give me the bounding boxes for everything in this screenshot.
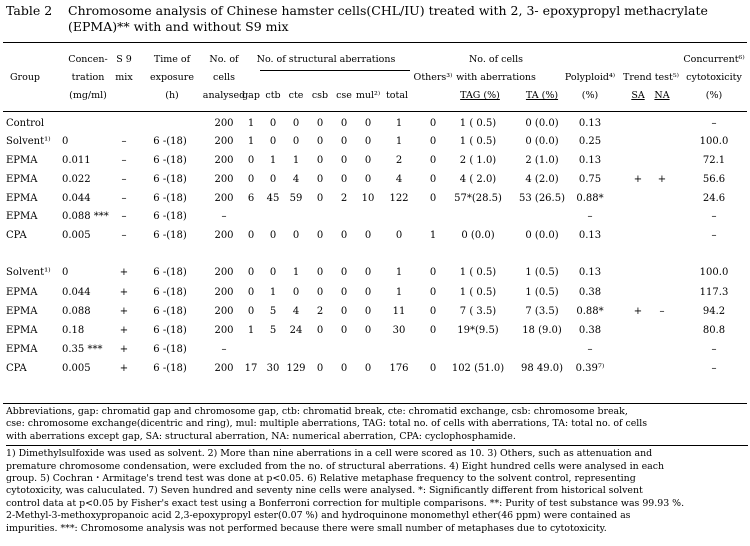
header-trend: Trend test⁵⁾ bbox=[623, 72, 679, 83]
cell-tag: 1 ( 0.5) bbox=[459, 136, 497, 147]
cell-s9: + bbox=[119, 325, 129, 336]
cell-cte: 0 bbox=[292, 287, 300, 298]
cell-cells: 200 bbox=[214, 363, 234, 374]
cell-time: 6 -(18) bbox=[153, 211, 187, 222]
cell-cells: 200 bbox=[214, 193, 234, 204]
header-tag: TAG (%) bbox=[460, 90, 500, 101]
cell-csb: 0 bbox=[316, 363, 324, 374]
cell-time: 6 -(18) bbox=[153, 174, 187, 185]
cell-conc: 0 bbox=[62, 267, 69, 278]
cell-mul: 0 bbox=[364, 174, 372, 185]
cell-csb: 2 bbox=[316, 306, 324, 317]
header-mul: mul²⁾ bbox=[355, 90, 381, 101]
cell-cte: 24 bbox=[289, 325, 303, 336]
cell-cte: 4 bbox=[292, 174, 300, 185]
cell-csb: 0 bbox=[316, 230, 324, 241]
cell-tag: 1 ( 0.5) bbox=[459, 118, 497, 129]
cell-mul: 0 bbox=[364, 287, 372, 298]
cell-s9: – bbox=[121, 174, 127, 185]
cell-cells: 200 bbox=[214, 155, 234, 166]
cell-total: 1 bbox=[395, 118, 403, 129]
cell-group: Solvent¹⁾ bbox=[6, 267, 51, 278]
header-polyploid-1: Polyploid⁴⁾ bbox=[564, 72, 616, 83]
cell-others: 0 bbox=[429, 155, 437, 166]
cell-gap: 17 bbox=[244, 363, 258, 374]
cell-time: 6 -(18) bbox=[153, 267, 187, 278]
cell-total: 1 bbox=[395, 287, 403, 298]
header-polyploid-2: (%) bbox=[581, 90, 599, 101]
cell-poly: 0.38 bbox=[578, 325, 602, 336]
cell-mul: 0 bbox=[364, 118, 372, 129]
cell-gap: 1 bbox=[247, 118, 255, 129]
cell-cte: 1 bbox=[292, 267, 300, 278]
cell-ta: 1 (0.5) bbox=[525, 267, 559, 278]
cell-ta: 1 (0.5) bbox=[525, 287, 559, 298]
cell-mul: 0 bbox=[364, 267, 372, 278]
footnote-line: premature chromosome condensation, were excluded from the no. of structural aberrations. 4) Eight hundred cells were analysed in each bbox=[6, 460, 665, 472]
cell-ta: 98 49.0) bbox=[520, 363, 564, 374]
cell-gap: 0 bbox=[247, 155, 255, 166]
header-conc-1: Concen- bbox=[68, 54, 108, 65]
cell-gap: 1 bbox=[247, 325, 255, 336]
header-cells-3: analysed bbox=[202, 90, 246, 101]
cell-cse: 0 bbox=[340, 325, 348, 336]
cell-group: EPMA bbox=[6, 325, 38, 336]
cell-cte: 59 bbox=[289, 193, 303, 204]
cell-time: 6 -(18) bbox=[153, 363, 187, 374]
cell-conc: 0.011 bbox=[62, 155, 91, 166]
footnote-line: Abbreviations, gap: chromatid gap and chromosome gap, ctb: chromatid break, cte: chromatid exchange, csb: chromosome break, bbox=[6, 406, 628, 417]
cell-s9: + bbox=[119, 363, 129, 374]
cell-total: 30 bbox=[392, 325, 406, 336]
cell-group: EPMA bbox=[6, 193, 38, 204]
cell-ctb: 1 bbox=[269, 155, 277, 166]
cell-others: 0 bbox=[429, 118, 437, 129]
cell-time: 6 -(18) bbox=[153, 325, 187, 336]
cell-ctb: 45 bbox=[266, 193, 280, 204]
cell-others: 0 bbox=[429, 193, 437, 204]
cell-total: 1 bbox=[395, 267, 403, 278]
cell-cells: 200 bbox=[214, 136, 234, 147]
cell-group: EPMA bbox=[6, 174, 38, 185]
cell-csb: 0 bbox=[316, 193, 324, 204]
cell-others: 0 bbox=[429, 174, 437, 185]
cell-poly: 0.38 bbox=[578, 287, 602, 298]
cell-cse: 0 bbox=[340, 174, 348, 185]
cell-s9: – bbox=[121, 230, 127, 241]
header-conc-3: (mg/ml) bbox=[69, 90, 107, 101]
cell-group: CPA bbox=[6, 363, 27, 374]
header-time-1: Time of bbox=[153, 54, 191, 65]
bottom-rule bbox=[3, 403, 747, 404]
cell-sa: + bbox=[633, 174, 643, 185]
cell-ctb: 0 bbox=[269, 136, 277, 147]
cell-total: 0 bbox=[395, 230, 403, 241]
cell-tag: 0 (0.0) bbox=[461, 230, 495, 241]
header-structural: No. of structural aberrations bbox=[256, 54, 396, 65]
cell-group: CPA bbox=[6, 230, 27, 241]
cell-others: 0 bbox=[429, 363, 437, 374]
cell-cells: 200 bbox=[214, 306, 234, 317]
cell-cells: 200 bbox=[214, 118, 234, 129]
cell-csb: 0 bbox=[316, 267, 324, 278]
cell-others: 0 bbox=[429, 267, 437, 278]
cell-s9: + bbox=[119, 267, 129, 278]
cell-time: 6 -(18) bbox=[153, 136, 187, 147]
cell-others: 0 bbox=[429, 325, 437, 336]
cell-cyto: – bbox=[711, 230, 717, 241]
cell-csb: 0 bbox=[316, 174, 324, 185]
cell-ta: 7 (3.5) bbox=[525, 306, 559, 317]
header-cse: cse bbox=[336, 90, 352, 101]
header-time-3: (h) bbox=[165, 90, 179, 101]
cell-poly: 0.39⁷⁾ bbox=[575, 363, 605, 374]
header-gap: gap bbox=[242, 90, 260, 101]
cell-group: Solvent¹⁾ bbox=[6, 136, 51, 147]
cell-tag: 102 (51.0) bbox=[451, 363, 505, 374]
footnote-line: with aberrations except gap, SA: structural aberration, NA: numerical aberration, CPA: cyclophosphamide. bbox=[6, 430, 516, 442]
cell-tag: 4 ( 2.0) bbox=[459, 174, 497, 185]
footnote-line: group. 5) Cochran・Armitage's trend test was done at p<0.05. 6) Relative metaphase frequency to the solvent control, representing bbox=[6, 473, 636, 485]
cell-ctb: 30 bbox=[266, 363, 280, 374]
cell-ta: 0 (0.0) bbox=[525, 230, 559, 241]
footnote-line: 2-Methyl-3-methoxypropanoic acid 2,3-epoxypropyl ester(0.07 %) and hydroquinone monomethyl ether(46 ppm) were contained as bbox=[6, 510, 631, 522]
header-cyto-1: Concurrent⁶⁾ bbox=[683, 54, 745, 65]
cell-others: 0 bbox=[429, 287, 437, 298]
cell-gap: 0 bbox=[247, 306, 255, 317]
cell-cyto: – bbox=[711, 211, 717, 222]
cell-cse: 0 bbox=[340, 363, 348, 374]
cell-csb: 0 bbox=[316, 136, 324, 147]
cell-time: 6 -(18) bbox=[153, 344, 187, 355]
header-s9-1: S 9 bbox=[116, 54, 132, 65]
cell-cte: 0 bbox=[292, 230, 300, 241]
header-structural-rule bbox=[260, 70, 410, 71]
cell-cells: 200 bbox=[214, 230, 234, 241]
cell-sa: + bbox=[633, 306, 643, 317]
cell-others: 0 bbox=[429, 136, 437, 147]
cell-cse: 0 bbox=[340, 306, 348, 317]
cell-ta: 18 (9.0) bbox=[522, 325, 562, 336]
cell-tag: 7 ( 3.5) bbox=[459, 306, 497, 317]
cell-tag: 57*(28.5) bbox=[454, 193, 502, 204]
cell-cyto: 117.3 bbox=[699, 287, 729, 298]
cell-total: 122 bbox=[389, 193, 409, 204]
header-others: Others³⁾ bbox=[413, 72, 453, 83]
cell-mul: 10 bbox=[361, 193, 375, 204]
cell-s9: – bbox=[121, 155, 127, 166]
cell-gap: 0 bbox=[247, 230, 255, 241]
cell-gap: 0 bbox=[247, 174, 255, 185]
cell-cells: – bbox=[221, 211, 227, 222]
cell-mul: 0 bbox=[364, 306, 372, 317]
top-rule bbox=[3, 42, 747, 43]
cell-gap: 0 bbox=[247, 287, 255, 298]
cell-mul: 0 bbox=[364, 230, 372, 241]
cell-cte: 0 bbox=[292, 118, 300, 129]
cell-mul: 0 bbox=[364, 155, 372, 166]
cell-tag: 1 ( 0.5) bbox=[459, 267, 497, 278]
cell-poly: 0.13 bbox=[578, 267, 602, 278]
cell-time: 6 -(18) bbox=[153, 230, 187, 241]
cell-total: 176 bbox=[389, 363, 409, 374]
cell-poly: 0.25 bbox=[578, 136, 602, 147]
cell-time: 6 -(18) bbox=[153, 155, 187, 166]
cell-conc: 0.005 bbox=[62, 363, 91, 374]
cell-cte: 0 bbox=[292, 136, 300, 147]
footnote-line: cse: chromosome exchange(dicentric and ring), mul: multiple aberrations, TAG: total no. of cells with aberrations, TA: total no. of cells bbox=[6, 418, 648, 430]
cell-total: 4 bbox=[395, 174, 403, 185]
cell-total: 1 bbox=[395, 136, 403, 147]
cell-time: 6 -(18) bbox=[153, 193, 187, 204]
cell-time: 6 -(18) bbox=[153, 306, 187, 317]
cell-cyto: 100.0 bbox=[699, 136, 729, 147]
cell-ta: 0 (0.0) bbox=[525, 118, 559, 129]
footnotes bbox=[6, 406, 748, 535]
header-s9-2: mix bbox=[115, 72, 133, 83]
cell-conc: 0.005 bbox=[62, 230, 91, 241]
cell-conc: 0.088 bbox=[62, 306, 91, 317]
cell-group: Control bbox=[6, 118, 45, 129]
header-cyto-2: cytotoxicity bbox=[686, 72, 742, 83]
header-total: total bbox=[385, 90, 409, 101]
cell-gap: 6 bbox=[247, 193, 255, 204]
cell-cyto: – bbox=[711, 118, 717, 129]
cell-ctb: 0 bbox=[269, 267, 277, 278]
cell-conc: 0.088 *** bbox=[62, 211, 109, 222]
cell-ctb: 0 bbox=[269, 230, 277, 241]
cell-ta: 0 (0.0) bbox=[525, 136, 559, 147]
cell-group: EPMA bbox=[6, 287, 38, 298]
header-group: Group bbox=[9, 72, 41, 83]
cell-group: EPMA bbox=[6, 155, 38, 166]
footnote-line: control data at p<0.05 by Fisher's exact test using a Bonferroni correction for multiple comparisons. **: Purity of test substance was 99.93 %. bbox=[6, 497, 685, 509]
cell-conc: 0 bbox=[62, 136, 69, 147]
cell-cse: 2 bbox=[340, 193, 348, 204]
cell-s9: – bbox=[121, 211, 127, 222]
title-label: Table 2 bbox=[6, 3, 53, 18]
cell-s9: + bbox=[119, 287, 129, 298]
cell-ta: 53 (26.5) bbox=[519, 193, 565, 204]
footnote-rule bbox=[6, 445, 748, 446]
cell-cyto: 72.1 bbox=[702, 155, 726, 166]
cell-cte: 4 bbox=[292, 306, 300, 317]
header-cyto-3: (%) bbox=[705, 90, 723, 101]
cell-poly: – bbox=[587, 344, 593, 355]
header-cells-2: cells bbox=[213, 72, 235, 83]
cell-cse: 0 bbox=[340, 136, 348, 147]
cell-gap: 1 bbox=[247, 136, 255, 147]
cell-gap: 0 bbox=[247, 267, 255, 278]
cell-total: 11 bbox=[392, 306, 406, 317]
header-ta: TA (%) bbox=[525, 90, 559, 101]
cell-s9: + bbox=[119, 306, 129, 317]
header-rule bbox=[3, 111, 747, 112]
cell-others: 0 bbox=[429, 306, 437, 317]
cell-cells: 200 bbox=[214, 267, 234, 278]
cell-cse: 0 bbox=[340, 287, 348, 298]
footnote-line: cytotoxicity, was caluculated. 7) Seven hundred and seventy nine cells were analysed. *: Significantly different from historical solvent bbox=[6, 485, 643, 497]
header-conc-2: tration bbox=[71, 72, 105, 83]
cell-conc: 0.044 bbox=[62, 287, 91, 298]
cell-cse: 0 bbox=[340, 267, 348, 278]
cell-group: EPMA bbox=[6, 211, 38, 222]
cell-cyto: 80.8 bbox=[702, 325, 726, 336]
cell-ctb: 1 bbox=[269, 287, 277, 298]
cell-poly: 0.13 bbox=[578, 118, 602, 129]
cell-cyto: 94.2 bbox=[702, 306, 726, 317]
cell-cells: 200 bbox=[214, 174, 234, 185]
cell-cte: 129 bbox=[286, 363, 306, 374]
cell-cells: 200 bbox=[214, 287, 234, 298]
cell-na: + bbox=[657, 174, 667, 185]
footnote-line: 1) Dimethylsulfoxide was used as solvent. 2) More than nine aberrations in a cell were scored as 10. 3) Others, such as attenuation and bbox=[6, 448, 653, 460]
header-sa: SA bbox=[631, 90, 645, 101]
cell-ctb: 5 bbox=[269, 306, 277, 317]
header-withab-1: No. of cells bbox=[468, 54, 524, 65]
cell-cyto: 24.6 bbox=[702, 193, 726, 204]
cell-cyto: – bbox=[711, 363, 717, 374]
cell-poly: 0.75 bbox=[578, 174, 602, 185]
cell-cyto: 56.6 bbox=[702, 174, 726, 185]
cell-cyto: – bbox=[711, 344, 717, 355]
cell-tag: 1 ( 0.5) bbox=[459, 287, 497, 298]
header-ctb: ctb bbox=[265, 90, 281, 101]
cell-conc: 0.044 bbox=[62, 193, 91, 204]
footnote-line: impurities. ***: Chromosome analysis was not performed because there were small number of metaphases due to cytotoxicity. bbox=[6, 522, 607, 534]
cell-tag: 2 ( 1.0) bbox=[459, 155, 497, 166]
cell-cells: 200 bbox=[214, 325, 234, 336]
cell-ta: 4 (2.0) bbox=[525, 174, 559, 185]
cell-poly: 0.88* bbox=[576, 306, 604, 317]
cell-group: EPMA bbox=[6, 306, 38, 317]
cell-s9: – bbox=[121, 193, 127, 204]
header-na: NA bbox=[654, 90, 670, 101]
header-cte: cte bbox=[288, 90, 304, 101]
cell-csb: 0 bbox=[316, 325, 324, 336]
cell-tag: 19*(9.5) bbox=[457, 325, 499, 336]
cell-time: 6 -(18) bbox=[153, 287, 187, 298]
cell-poly: 0.13 bbox=[578, 155, 602, 166]
cell-conc: 0.022 bbox=[62, 174, 91, 185]
cell-cyto: 100.0 bbox=[699, 267, 729, 278]
cell-ctb: 0 bbox=[269, 174, 277, 185]
cell-poly: 0.88* bbox=[576, 193, 604, 204]
cell-ctb: 5 bbox=[269, 325, 277, 336]
cell-cse: 0 bbox=[340, 155, 348, 166]
cell-mul: 0 bbox=[364, 325, 372, 336]
cell-poly: 0.13 bbox=[578, 230, 602, 241]
cell-csb: 0 bbox=[316, 118, 324, 129]
cell-csb: 0 bbox=[316, 155, 324, 166]
cell-ctb: 0 bbox=[269, 118, 277, 129]
cell-na: – bbox=[659, 306, 665, 317]
cell-cte: 1 bbox=[292, 155, 300, 166]
cell-others: 1 bbox=[429, 230, 437, 241]
cell-s9: + bbox=[119, 344, 129, 355]
cell-cse: 0 bbox=[340, 118, 348, 129]
header-csb: csb bbox=[311, 90, 329, 101]
cell-mul: 0 bbox=[364, 363, 372, 374]
cell-poly: – bbox=[587, 211, 593, 222]
cell-cells: – bbox=[221, 344, 227, 355]
cell-total: 2 bbox=[395, 155, 403, 166]
cell-mul: 0 bbox=[364, 136, 372, 147]
header-withab-2: with aberrations bbox=[456, 72, 536, 83]
cell-s9: – bbox=[121, 136, 127, 147]
header-cells-1: No. of bbox=[209, 54, 239, 65]
cell-csb: 0 bbox=[316, 287, 324, 298]
header-time-2: exposure bbox=[150, 72, 194, 83]
cell-ta: 2 (1.0) bbox=[525, 155, 559, 166]
table-title: Chromosome analysis of Chinese hamster cells(CHL/IU) treated with 2, 3- epoxypropyl methacrylate (EPMA)** with and without S9 mix bbox=[68, 3, 708, 34]
cell-cse: 0 bbox=[340, 230, 348, 241]
cell-conc: 0.18 bbox=[62, 325, 85, 336]
cell-conc: 0.35 *** bbox=[62, 344, 103, 355]
cell-group: EPMA bbox=[6, 344, 38, 355]
